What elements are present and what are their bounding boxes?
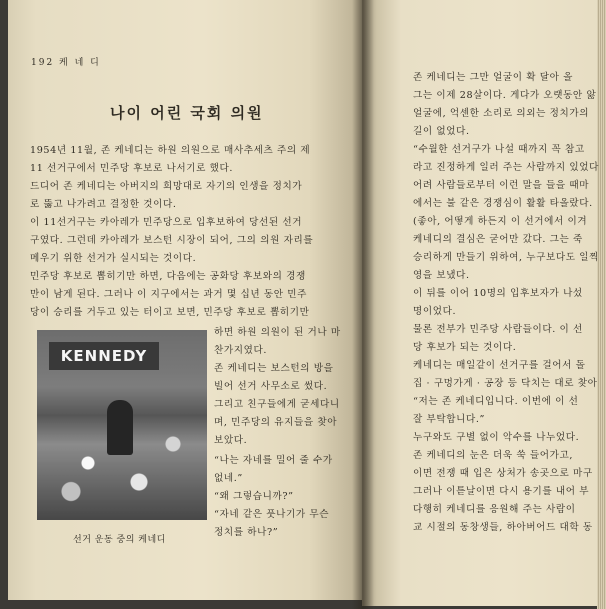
- page-edges: [597, 0, 606, 609]
- body-line: 케네디는 매일같이 선거구를 걸어서 돌: [413, 360, 586, 371]
- body-line: “자네 같은 풋나기가 무슨: [214, 509, 330, 520]
- body-line: 존 케네디의 눈은 더욱 쑥 들어가고,: [413, 450, 574, 461]
- body-line: 정치를 하나?”: [214, 527, 279, 538]
- body-line: 빌어 선거 사무소로 썼다.: [214, 381, 328, 392]
- body-line: 잘 부탁합니다.”: [413, 414, 486, 425]
- speaker-figure: [107, 400, 133, 455]
- body-line: 케네디의 결심은 굳어만 갔다. 그는 죽: [413, 234, 583, 245]
- chapter-title: 나이 어린 국회 의원: [110, 104, 264, 122]
- body-line: 이면 전쟁 때 입은 상처가 송곳으로 마구: [413, 468, 593, 479]
- body-line: 그러나 이튿날이면 다시 용기를 내어 부: [413, 486, 590, 497]
- body-line: “저는 존 케네디입니다. 이번에 이 선: [413, 396, 579, 407]
- body-line: 승리하게 만들기 위하여, 누구보다도 일찍: [413, 252, 599, 263]
- body-line: 존 케네디는 그만 얼굴이 확 달아 올: [413, 72, 574, 83]
- body-line: 교 시절의 동창생들, 하아버어드 대학 동: [413, 522, 593, 533]
- body-line: 민주당 후보로 뽑히기만 하면, 다음에는 공화당 후보와의 경쟁: [30, 271, 306, 282]
- body-line: 며, 민주당의 유지들을 찾아: [214, 417, 338, 428]
- body-line: 라고 진정하게 일러 주는 사람까지 있었다: [413, 162, 599, 173]
- photo-sign: KENNEDY: [49, 342, 159, 370]
- body-line: 메우기 위한 선거가 실시되는 것이다.: [30, 253, 197, 264]
- body-line: 보았다.: [214, 435, 248, 446]
- body-line: 찬가지였다.: [214, 345, 267, 356]
- body-line: 다행히 케네디를 응원해 주는 사람이: [413, 504, 576, 515]
- body-line: 당 후보가 되는 것이다.: [413, 342, 517, 353]
- body-line: 존 케네디는 보스턴의 방을: [214, 363, 334, 374]
- body-line: 이 11선거구는 카아레가 민주당으로 입후보하여 당선된 선거: [30, 217, 303, 228]
- body-line: “왜 그렇습니까?”: [214, 491, 294, 502]
- body-line: 에서는 불 같은 경쟁심이 활활 타올랐다.: [413, 198, 593, 209]
- body-line: “나는 자네를 밀어 줄 수가: [214, 455, 333, 466]
- body-line: 영을 보냈다.: [413, 270, 470, 281]
- body-line: 1954년 11월, 존 케네디는 하원 의원으로 매사추세츠 주의 제: [30, 145, 311, 156]
- book-gutter: [352, 0, 374, 609]
- body-line: 얼굴에, 억센한 소리로 의외는 정치가의: [413, 108, 590, 119]
- body-line: 누구와도 구별 없이 악수를 나누었다.: [413, 432, 580, 443]
- body-line: 물론 전부가 민주당 사람들이다. 이 선: [413, 324, 583, 335]
- body-line: 집 · 구멍가게 · 공장 등 닥치는 대로 찾아: [413, 378, 598, 389]
- body-line: 로 뚫고 나가려고 결정한 것이다.: [30, 199, 177, 210]
- body-line: 만이 남게 된다. 그러나 이 지구에서는 과거 몇 십년 동안 민주: [30, 289, 307, 300]
- body-line: 명이었다.: [413, 306, 457, 317]
- body-line: 어려 사람들로부터 이런 말을 들을 때마: [413, 180, 590, 191]
- body-line: 당이 승리를 거두고 있는 터이고 보면, 민주당 후보로 뽑히기만: [30, 307, 310, 318]
- body-line: 드디어 존 케네디는 아버지의 희망대로 자기의 인생을 정치가: [30, 181, 303, 192]
- photo-caption: 선거 운동 중의 케네디: [73, 535, 166, 545]
- body-line: 이 뒤를 이어 10명의 입후보자가 나섰: [413, 288, 583, 299]
- body-line: (좋아, 어떻게 하든지 이 선거에서 이겨: [413, 216, 588, 227]
- body-line: 그는 이제 28살이다. 게다가 오랫동안 앓: [413, 90, 597, 101]
- page-header: 192 케 네 디: [31, 58, 101, 68]
- body-line: 하면 하원 의원이 된 거나 마: [214, 327, 341, 338]
- body-line: 그리고 친구들에게 굳세다니: [214, 399, 340, 410]
- body-line: 구였다. 그런데 카아레가 보스턴 시장이 되어, 그의 의원 자리를: [30, 235, 314, 246]
- body-line: 11 선거구에서 민주당 후보로 나서기로 했다.: [30, 163, 234, 174]
- body-line: “수월한 선거구가 나설 때까지 꼭 참고: [413, 144, 585, 155]
- kennedy-photo: [37, 330, 207, 520]
- body-line: 없네.”: [214, 473, 243, 484]
- body-line: 길이 없었다.: [413, 126, 470, 137]
